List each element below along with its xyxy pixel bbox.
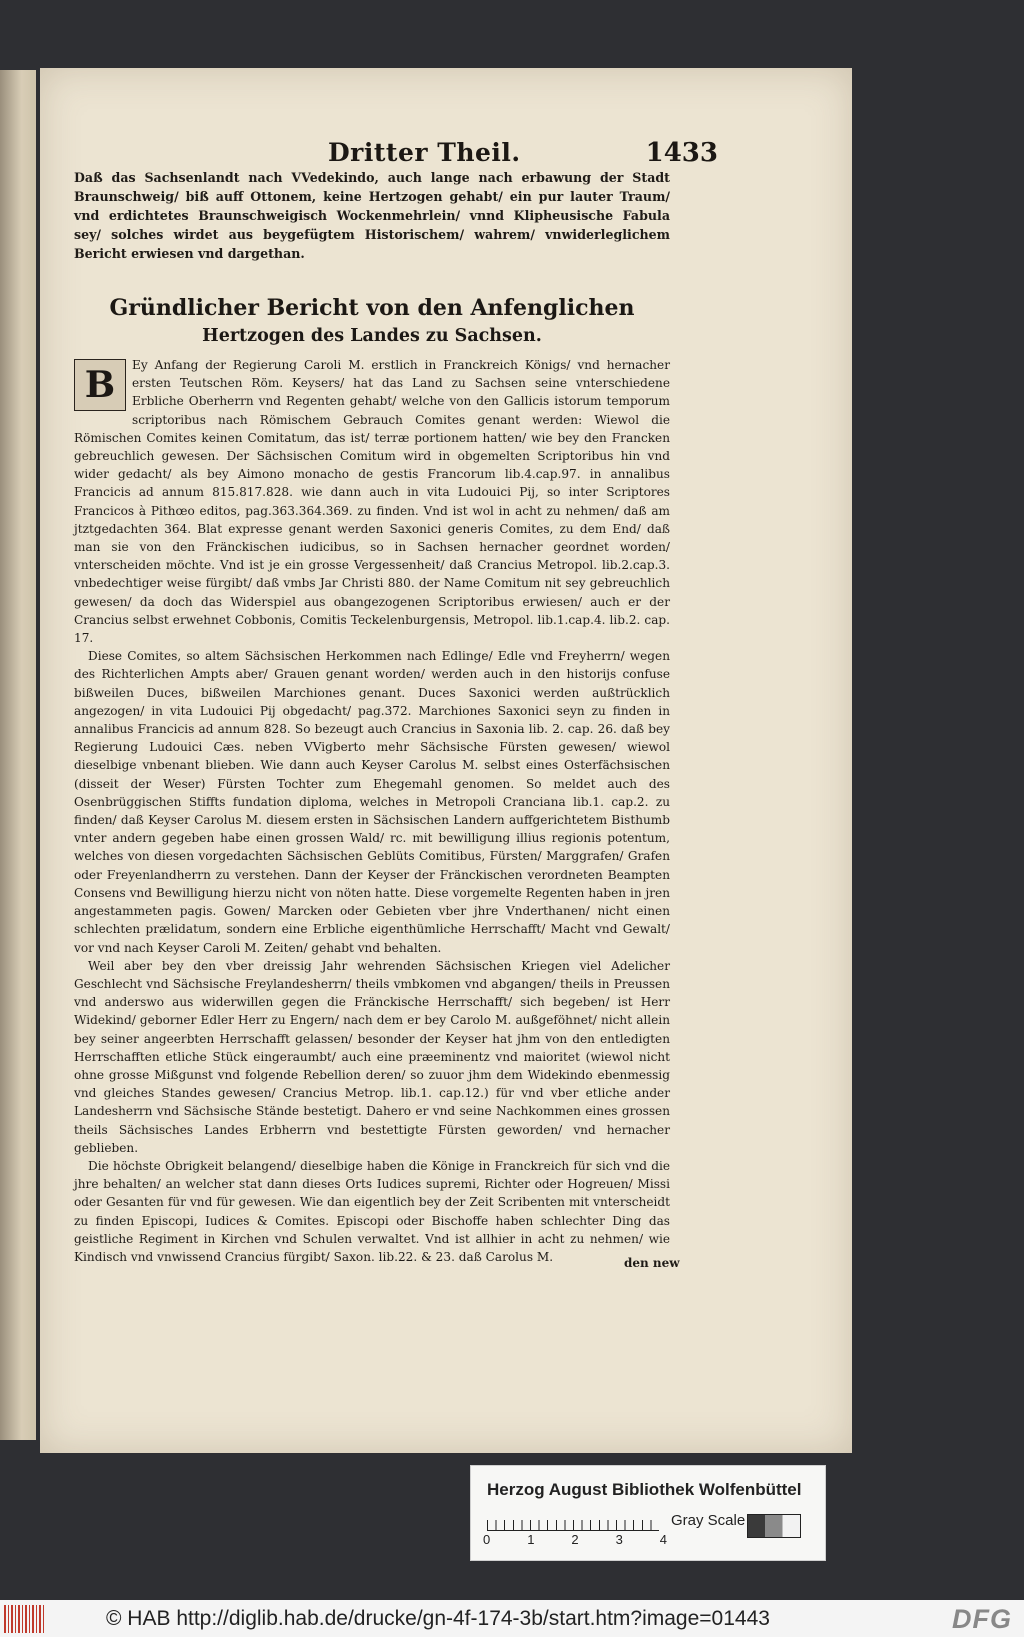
- gray-scale-patch: [747, 1514, 801, 1538]
- intro-paragraph: Daß das Sachsenlandt nach VVedekindo, auch lange nach erbawung der Stadt Braunschweig/ biß auff Ottonem, keine Hertzogen gehabt/ ein pur lauter Traum/ vnd erdichtetes Braunschweigisch Wockenmehrlein/ vnnd Klipheusische Fabula sey/ solches wirdet aus beygefügtem Historischem/ wahrem/ vnwiderleglichem Bericht erwiesen vnd dargethan.: [74, 170, 670, 261]
- scale-number: 2: [571, 1532, 579, 1547]
- footer-bar: [0, 1600, 1024, 1637]
- dfg-logo: DFG: [952, 1604, 1012, 1634]
- scale-number: 1: [527, 1532, 535, 1547]
- catchword: den new: [624, 1256, 680, 1270]
- scale-number: 3: [615, 1532, 623, 1547]
- section-heading: [74, 293, 670, 349]
- cm-scale-ruler: [487, 1512, 659, 1531]
- paragraph-4: Die höchste Obrigkeit belangend/ dieselbige haben die Könige in Franckreich für sich vnd die jhre behalten/ an welcher stat dann dieses Orts Iudices supremi, Richter oder Hogreuen/ Missi oder Gesanten für vnd für gewesen. Wie dan eigentlich bey der Zeit Scribenten mit vnterscheidt zu finden Episcopi, Iudices & Comites. Episcopi oder Bischoffe haben schlechter Ding das geistliche Regiment in Kirchen vnd Schulen verwaltet. Vnd ist allhier in acht zu nehmen/ wie Kindisch vnd vnwissend Crancius fürgibt/ Saxon. lib.22. & 23. daß Carolus M.: [74, 1158, 670, 1264]
- gray-scale-label: Gray Scale: [671, 1512, 746, 1529]
- paragraph-2: Diese Comites, so altem Sächsischen Herkommen nach Edlinge/ Edle vnd Freyherrn/ wegen des Richterlichen Ampts aber/ Grauen genant worden/ werden auch in den historijs confuse bißweilen Duces, bißweilen Marchiones genant. Duces Saxonici werden außtrücklich angezogen/ in vita Ludouici Pij obgedacht/ pag.372. Marchiones Saxonici seyn zu finden in annalibus Francicis ad annum 828. So bezeugt auch Crancius in Saxonia lib. 2. cap. 26. daß bey Regierung Ludouici Cæs. neben VVigberto mehr Sächsische Fürsten gewesen/ wiewol dieselbige vnbenant blieben. Wie dann auch Keyser Carolus M. selbst eines Osterfächsischen (disseit der Weser) Fürsten Tochter zum Ehegemahl genomen. So meldet auch des Osenbrüggischen Stiffts fundation diploma, welches in Metropoli Cranciana lib.1. cap.2. zu finden/ daß Keyser Carolus M. diesem ersten in Sächsischen Landern auffgerichtetem Bisthumb vnter andern gegeben habe einen grossen Wald/ rc. mit bewilligung illius regionis potentum, welches von diesen vorgedachten Sächsischen Geblüts Comitibus, Fürsten/ Marggrafen/ Grafen oder Freyenlandherrn zu verstehen. Dann der Keyser der Fränckischen verordneten Beampten Consens vnd Bewilligung hierzu nicht von nöten hatte. Diese vorgemelte Regenten haben in jren angestammeten pagis. Gowen/ Marcken oder Gebieten vber jhre Vnderthanen/ nicht einen schlechten prælidatum, sondern eine Erbliche eigenthümliche Herrschafft/ Macht vnd Gewalt/ vor vnd nach Keyser Caroli M. Zeiten/ gehabt vnd behalten.: [74, 649, 670, 955]
- paragraph-1-text: Ey Anfang der Regierung Caroli M. erstlich in Franckreich Königs/ vnd hernacher ersten Teutschen Röm. Keysers/ hat das Land zu Sachsen seine vnterschiedene Erbliche Oberherrn vnd Regenten gehabt/ welche von den Gallicis istorum temporum scriptoribus nach Römischem Gebrauch Comites genant werden: Wiewol die Römischen Comites keinen Comitatum, das ist/ terræ portionem hatten/ wie bey den Francken gebreuchlich gewesen. Der Sächsischen Comitum wird in obgemelten Scriptoribus hin vnd wider gedacht/ als bey Aimono monacho de gestis Francorum lib.4.cap.97. in annalibus Francicis ad annum 815.817.828. wie dann auch in vita Ludouici Pij, so inter Scriptores Francicos à Pithœo editos, pag.363.364.369. zu finden. Vnd ist wol in acht zu nehmen/ daß am jtztgedachten 364. Blat expresse genant werden Saxonici generis Comites, zu dem End/ daß man sie von den Fränckischen iudicibus, so in Sachsen hernacher geordnet worden/ vnterscheiden möchte. Vnd ist je ein grosse Vergessenheit/ daß Crancius Metropol. lib.2.cap.3. vnbedechtiger weise fürgibt/ daß vmbs Jar Christi 880. der Name Comitum nit sey gebreuchlich gewesen/ da doch das Widerspiel aus obangezogenen Scriptoribus erwiesen/ auch er der Crancius selbst erwehnet Cobbonis, Comitis Teckelenburgensis, Metropol. lib.1.cap.4. lib.2. cap. 17.: [74, 358, 670, 646]
- adjacent-page-edge: [0, 70, 36, 1440]
- paragraph-1: [74, 356, 670, 647]
- scale-number: 0: [483, 1532, 491, 1547]
- library-color-card: [470, 1465, 826, 1561]
- running-title: Dritter Theil.: [328, 138, 521, 167]
- running-head: [328, 138, 718, 168]
- body-text: [74, 356, 670, 1266]
- heading-line-2: Hertzogen des Landes zu Sachsen.: [202, 326, 542, 346]
- library-name: Herzog August Bibliothek Wolfenbüttel: [487, 1480, 802, 1499]
- footer-url[interactable]: © HAB http://diglib.hab.de/drucke/gn-4f-174-3b/start.htm?image=01443: [106, 1606, 770, 1630]
- paragraph-3: Weil aber bey den vber dreissig Jahr wehrenden Sächsischen Kriegen viel Adelicher Geschlecht vnd Sächsische Freylandesherrn/ theils vmbkomen vnd abgangen/ theils in Preussen vnd anderswo aus widerwillen gegen die Fränckische Herrschafft/ sich begeben/ ist Herr Widekind/ geborner Edler Herr zu Engern/ nach dem er bey Carolo M. außgeföhnet/ nicht allein bey seiner angeerbten Herrschafft gelassen/ besonder der Keyser hat jhm von den entledigten Herrschafften etliche Stück eingeraumbt/ auch eine præeminentz vnd maioritet (wiewol nicht ohne grosse Mißgunst vnd folgende Rebellion deren/ so zuuor jhm dem Widekindo ebenmessig vnd gleiches Standes gewesen/ Crancius Metrop. lib.1. cap.12.) für vnd vber etliche ander Landesherrn vnd Sächsische Stände bestetigt. Dahero er vnd seine Nachkommen eines grossen theils Sächsisches Landes Erbherrn vnd bestettigte Fürsten geworden/ vnd hernacher geblieben.: [74, 958, 670, 1155]
- book-page: [40, 68, 852, 1453]
- scale-numbers: [483, 1532, 667, 1547]
- decorated-initial: B: [74, 359, 126, 411]
- barcode-icon: [4, 1605, 44, 1633]
- heading-line-1: Gründlicher Bericht von den Anfenglichen: [109, 295, 635, 321]
- scale-number: 4: [659, 1532, 667, 1547]
- page-number: 1433: [645, 138, 718, 168]
